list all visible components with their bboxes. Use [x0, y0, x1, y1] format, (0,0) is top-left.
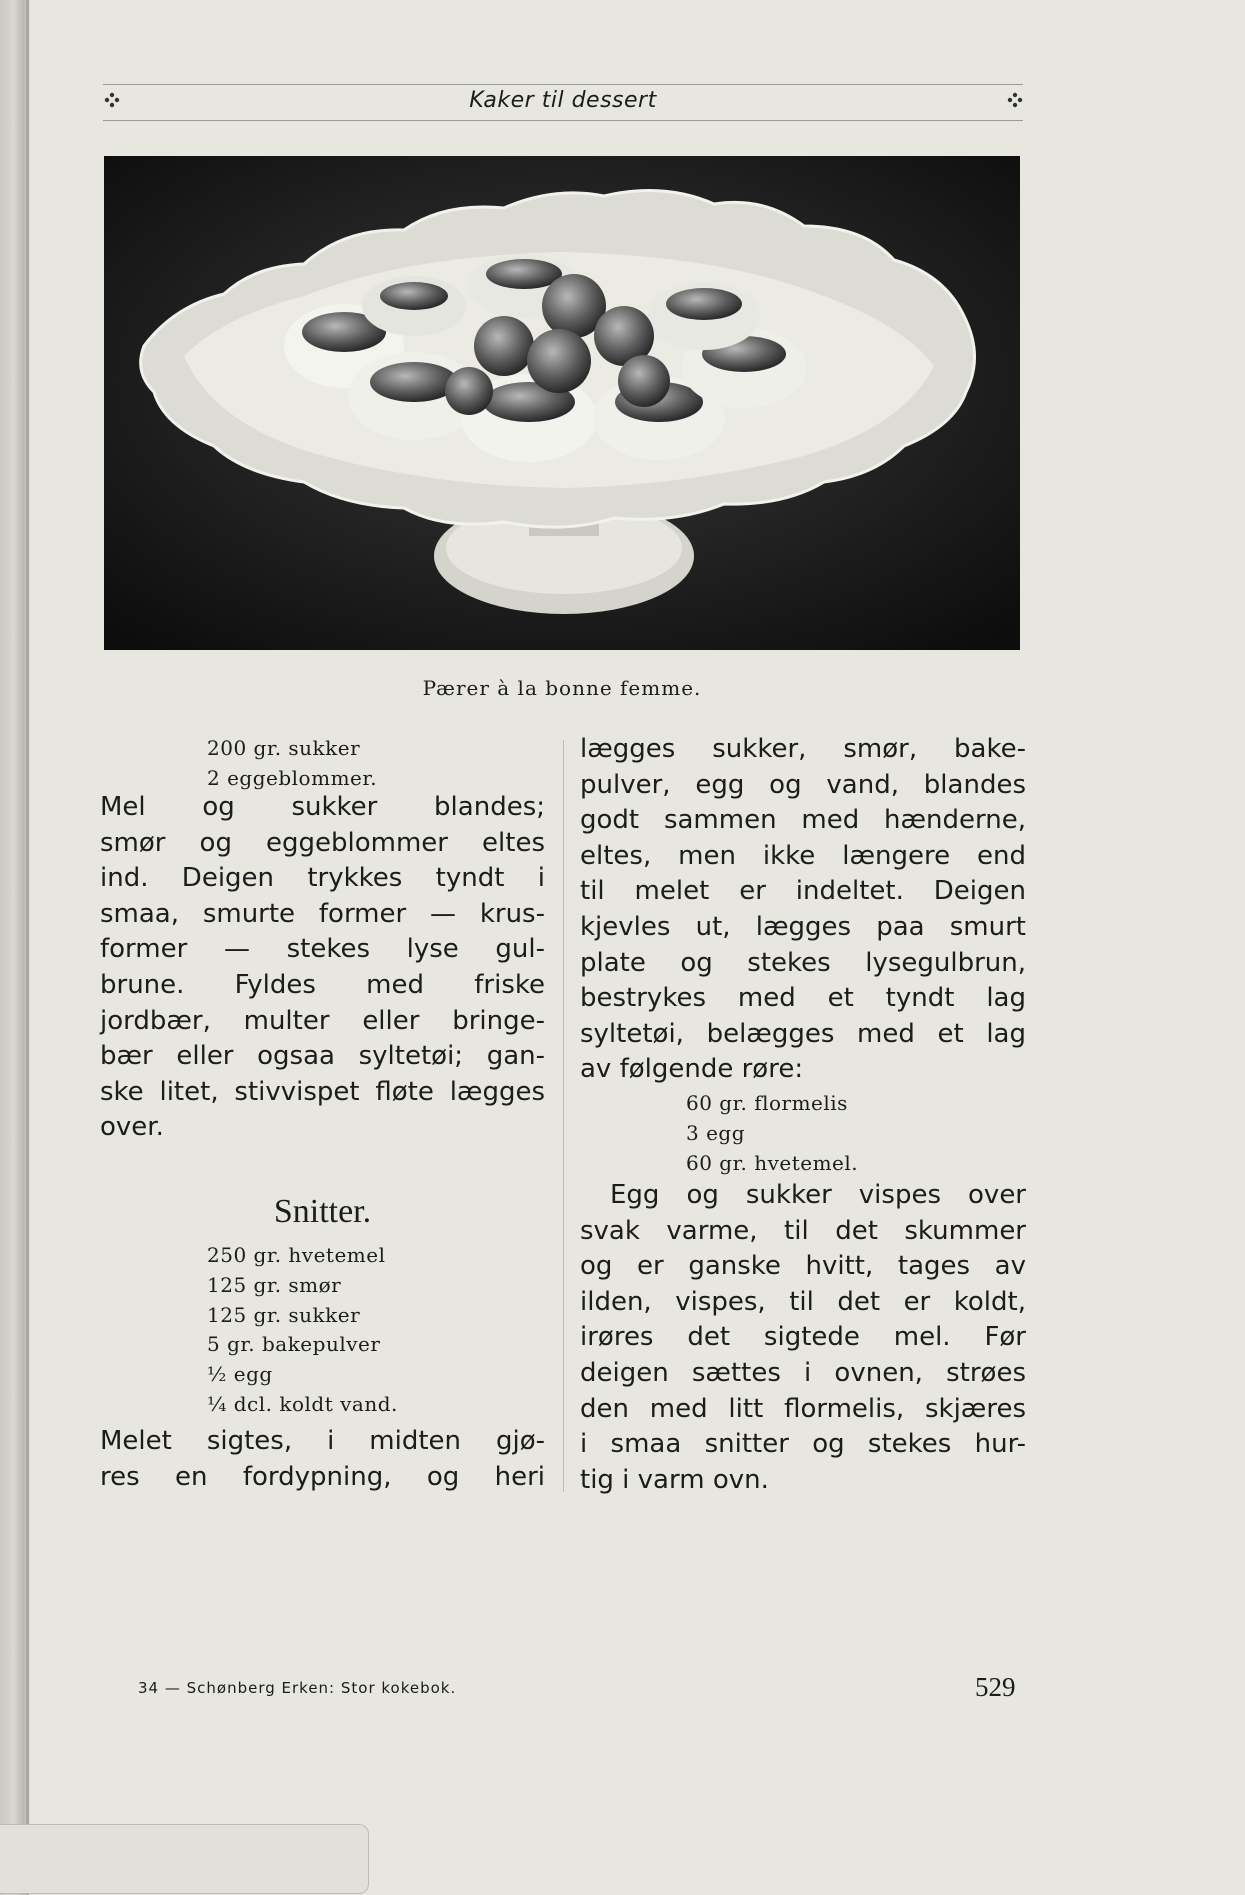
header-rule-top: [103, 84, 1023, 85]
page-tab: [0, 1824, 369, 1894]
text-line: bestrykes med et tyndt lag: [580, 983, 1026, 1014]
ingredient-list-right: [686, 1089, 858, 1178]
spine-edge: [26, 0, 29, 1895]
header-rule-bottom: [103, 120, 1023, 121]
right-paragraph: [580, 732, 1026, 1088]
page-number: 529: [975, 1672, 1016, 1702]
text-line: syltetøi, belægges med et lag: [580, 1018, 1026, 1049]
ingredient-line: ½ egg: [207, 1362, 273, 1387]
left-paragraph: [100, 790, 545, 1146]
text-line: i smaa snitter og stekes hur-: [580, 1429, 1026, 1460]
text-line: ilden, vispes, til det er koldt,: [580, 1286, 1026, 1317]
text-line: plate og stekes lysegulbrun,: [580, 947, 1026, 978]
section-title: Snitter.: [273, 1193, 372, 1230]
ingredient-list-top: [207, 734, 377, 794]
ingredient-line: 60 gr. hvetemel.: [686, 1150, 859, 1175]
ingredient-line: 125 gr. sukker: [207, 1302, 361, 1327]
text-line: svak varme, til det skummer: [580, 1215, 1026, 1246]
ingredient-line: 5 gr. bakepulver: [207, 1332, 381, 1357]
text-line: former — stekes lyse gul-: [100, 934, 545, 965]
ornament-icon: [1007, 92, 1023, 108]
text-line: Melet sigtes, i midten gjø-: [100, 1426, 545, 1456]
ingredient-line: 2 eggeblommer.: [207, 765, 378, 790]
text-line: jordbær, multer eller bringe-: [100, 1005, 545, 1036]
text-line: smør og eggeblommer eltes: [100, 827, 545, 858]
text-line: tig i varm ovn.: [580, 1464, 769, 1495]
text-line: smaa, smurte former — krus-: [100, 898, 545, 929]
ingredient-line: 125 gr. smør: [207, 1272, 342, 1297]
text-line: Egg og sukker vispes over: [610, 1180, 1026, 1210]
ingredient-line: 200 gr. sukker: [207, 736, 361, 760]
running-header: Kaker til dessert: [469, 88, 657, 113]
printer-signature: 34 — Schønberg Erken: Stor kokebok.: [138, 1679, 457, 1697]
text-line: over.: [100, 1112, 164, 1143]
text-line: bær eller ogsaa syltetøi; gan-: [100, 1041, 545, 1072]
text-line: res en fordypning, og heri: [100, 1461, 545, 1492]
column-divider: [563, 740, 564, 1492]
text-line: deigen sættes i ovnen, strøes: [580, 1357, 1026, 1388]
ingredient-line: 250 gr. hvetemel: [207, 1243, 386, 1267]
ingredient-list: [207, 1241, 398, 1420]
text-line: ske litet, stivvispet fløte lægges: [100, 1076, 545, 1107]
text-line: eltes, men ikke længere end: [580, 840, 1026, 871]
ingredient-line: 3 egg: [686, 1120, 746, 1145]
text-line: Mel og sukker blandes;: [100, 792, 545, 822]
text-line: til melet er indeltet. Deigen: [580, 876, 1026, 907]
text-line: den med litt flormelis, skjæres: [580, 1393, 1026, 1424]
text-line: og er ganske hvitt, tages av: [580, 1251, 1026, 1282]
text-line: brune. Fyldes med friske: [100, 969, 545, 1000]
text-line: av følgende røre:: [580, 1054, 804, 1085]
text-line: pulver, egg og vand, blandes: [580, 769, 1026, 800]
text-line: ind. Deigen trykkes tyndt i: [100, 863, 545, 894]
dessert-photo: [104, 156, 1020, 650]
ingredient-line: ¼ dcl. koldt vand.: [207, 1391, 398, 1416]
text-line: godt sammen med hænderne,: [580, 805, 1026, 836]
text-line: irøres det sigtede mel. Før: [580, 1322, 1026, 1353]
photo-caption: Pærer à la bonne femme.: [422, 676, 702, 700]
left-paragraph-final: [100, 1424, 545, 1495]
right-paragraph-2: [580, 1178, 1026, 1498]
text-line: kjevles ut, lægges paa smurt: [580, 911, 1026, 942]
ingredient-line: 60 gr. flormelis: [686, 1091, 848, 1115]
text-line: lægges sukker, smør, bake-: [580, 734, 1026, 764]
